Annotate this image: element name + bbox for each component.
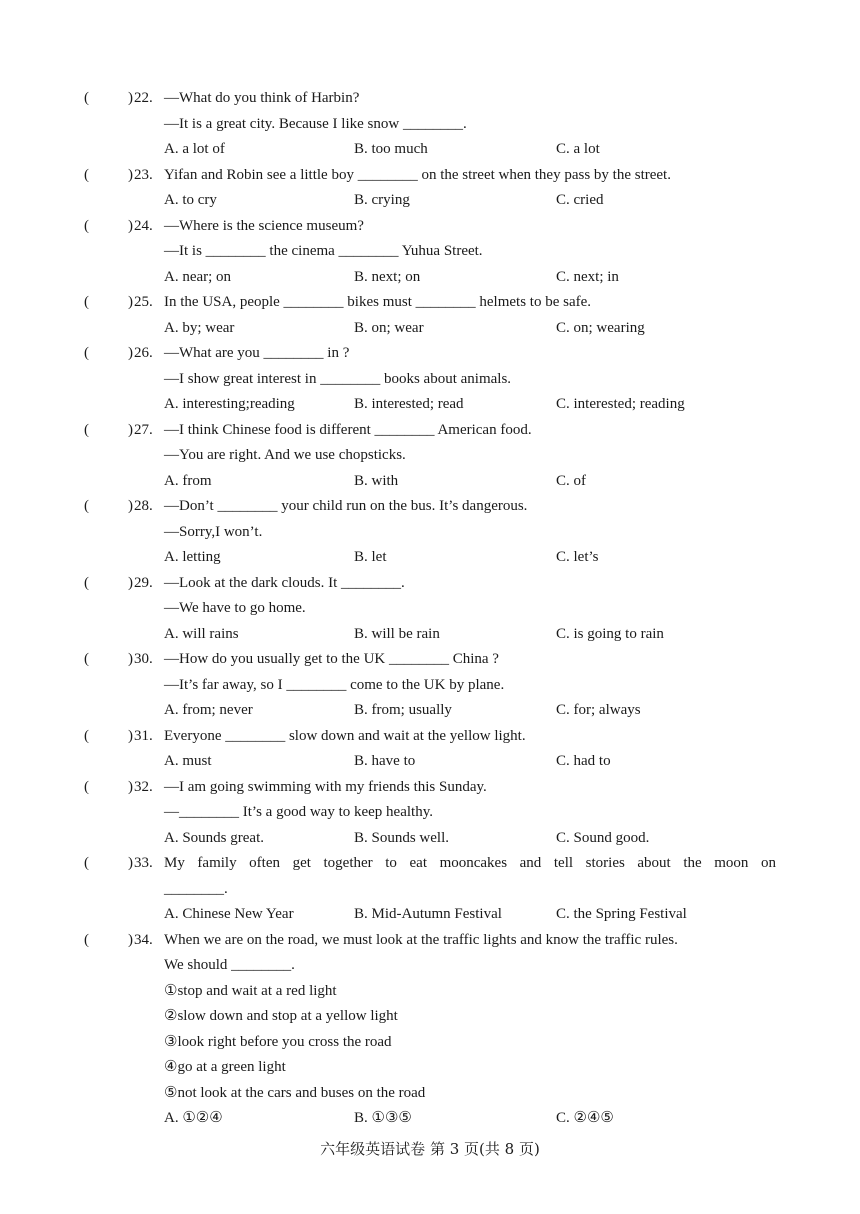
question-line [0,86,814,112]
option-c: C. interested; reading [556,396,685,412]
option-c: C. the Spring Festival [556,906,687,922]
question-text: ①stop and wait at a red light [164,982,337,999]
question-text: —I am going swimming with my friends this Sunday. [164,778,487,795]
option-b: B. crying [354,192,410,208]
answer-paren-open: ( [84,498,89,514]
question-text: In the USA, people ________ bikes must ________ helmets to be safe. [164,294,592,310]
question-text: —________ It’s a good way to keep healthy. [164,804,433,820]
question-text: We should ________. [164,957,295,973]
question-line [0,443,814,469]
option-c: C. ②④⑤ [556,1110,614,1126]
option-a: A. by; wear [164,319,235,336]
option-a: A. must [164,753,212,769]
question-30 [0,647,860,724]
answer-paren-close: ) [128,345,133,361]
question-line [0,724,814,750]
option-a: A. ①②④ [164,1110,223,1126]
answer-paren-open: ( [84,727,89,744]
question-line [0,112,814,138]
option-c: C. for; always [556,702,641,718]
options-row [0,826,814,852]
answer-paren-open: ( [84,931,89,948]
question-text: Everyone ________ slow down and wait at the yellow light. [164,727,526,744]
question-text: —I show great interest in ________ books about animals. [164,370,512,387]
options-row [0,902,814,928]
question-line [0,571,814,597]
question-line [0,647,814,673]
question-28 [0,494,860,571]
option-a: A. letting [164,549,221,565]
question-line [0,239,814,265]
question-number: 25. [134,294,153,310]
question-line [0,877,814,903]
answer-paren-open: ( [84,90,89,106]
question-text: —Sorry,I won’t. [164,523,263,540]
answer-paren-open: ( [84,166,89,183]
question-line [0,928,814,954]
question-text: Yifan and Robin see a little boy ________ on the street when they pass by the street. [164,166,671,183]
question-line [0,673,814,699]
question-line [0,800,814,826]
question-line [0,520,814,546]
question-line [0,290,814,316]
option-b: B. next; on [354,268,421,285]
question-text: —What are you ________ in ? [164,345,350,361]
question-32 [0,775,860,852]
option-a: A. a lot of [164,141,225,157]
question-text: ②slow down and stop at a yellow light [164,1008,398,1024]
option-c: C. had to [556,753,611,769]
answer-paren-close: ) [128,90,133,106]
question-26 [0,341,860,418]
answer-paren-close: ) [128,294,133,310]
answer-paren-open: ( [84,421,89,438]
question-line [0,494,814,520]
options-row [0,137,814,163]
question-text: My family often get together to eat mooncakes and tell stories about the moon on [164,855,776,871]
question-number: 24. [134,217,153,234]
option-b: B. Mid-Autumn Festival [354,906,502,922]
option-c: C. cried [556,192,604,208]
question-number: 22. [134,90,153,106]
option-c: C. a lot [556,141,600,157]
option-c: C. is going to rain [556,625,664,642]
question-line [0,163,814,189]
question-line [0,367,814,393]
question-line [0,953,814,979]
question-line [0,1004,814,1030]
answer-paren-close: ) [128,574,133,591]
question-27 [0,418,860,495]
option-b: B. interested; read [354,396,464,412]
answer-paren-open: ( [84,345,89,361]
question-29 [0,571,860,648]
question-text: ________. [164,880,228,897]
option-b: B. from; usually [354,702,452,718]
answer-paren-close: ) [128,855,133,871]
option-a: A. from [164,472,212,489]
question-text: —It is ________ the cinema ________ Yuhua Street. [164,243,483,259]
answer-paren-open: ( [84,217,89,234]
question-number: 28. [134,498,153,514]
question-22 [0,86,860,163]
option-a: A. Chinese New Year [164,906,294,922]
option-a: A. near; on [164,268,232,285]
option-b: B. will be rain [354,625,440,642]
question-text: —It’s far away, so I ________ come to the UK by plane. [164,676,505,693]
question-text: —Look at the dark clouds. It ________. [164,574,405,591]
question-31 [0,724,860,775]
answer-paren-open: ( [84,574,89,591]
options-row [0,188,814,214]
options-row [0,316,814,342]
option-b: B. Sounds well. [354,829,450,846]
answer-paren-open: ( [84,294,89,310]
answer-paren-close: ) [128,651,133,667]
options-row [0,622,814,648]
answer-paren-close: ) [128,727,133,744]
options-row [0,698,814,724]
question-number: 30. [134,651,153,667]
question-line [0,214,814,240]
option-a: A. interesting;reading [164,396,295,412]
question-line [0,979,814,1005]
answer-paren-close: ) [128,421,133,438]
question-33 [0,851,860,928]
question-line [0,341,814,367]
options-row [0,265,814,291]
option-b: B. have to [354,753,416,769]
question-number: 33. [134,855,153,871]
question-text: ⑤not look at the cars and buses on the road [164,1084,426,1101]
question-number: 23. [134,166,153,183]
option-c: C. let’s [556,549,599,565]
question-list [0,86,860,1132]
question-number: 29. [134,574,153,591]
option-c: C. Sound good. [556,829,650,846]
question-number: 32. [134,778,153,795]
answer-paren-close: ) [128,931,133,948]
question-25 [0,290,860,341]
question-text: When we are on the road, we must look at the traffic lights and know the traffic rules. [164,931,678,948]
options-row [0,392,814,418]
answer-paren-open: ( [84,855,89,871]
page-footer: 六年级英语试卷 第 3 页(共 8 页) [320,1140,540,1158]
question-23 [0,163,860,214]
question-text: —How do you usually get to the UK ________ China ? [164,651,499,667]
option-c: C. on; wearing [556,319,645,336]
answer-paren-close: ) [128,217,133,234]
question-number: 26. [134,345,153,361]
question-text: —Where is the science museum? [164,217,364,234]
option-b: B. too much [354,141,428,157]
answer-paren-open: ( [84,651,89,667]
option-b: B. ①③⑤ [354,1110,412,1126]
options-row [0,1106,814,1132]
answer-paren-open: ( [84,778,89,795]
question-text: —I think Chinese food is different ________ American food. [164,421,532,438]
question-number: 31. [134,727,153,744]
option-a: A. from; never [164,702,253,718]
option-b: B. let [354,549,387,565]
question-line [0,596,814,622]
question-number: 27. [134,421,153,438]
question-line [0,775,814,801]
options-row [0,749,814,775]
question-text: —It is a great city. Because I like snow ________. [164,115,467,132]
question-24 [0,214,860,291]
question-text: —You are right. And we use chopsticks. [164,447,406,463]
question-line [0,1081,814,1107]
option-b: B. with [354,472,399,489]
question-text: ③look right before you cross the road [164,1033,392,1050]
question-text: —We have to go home. [164,600,306,616]
option-a: A. Sounds great. [164,829,264,846]
question-number: 34. [134,931,153,948]
option-a: A. to cry [164,192,217,208]
option-a: A. will rains [164,625,239,642]
option-c: C. next; in [556,268,619,285]
question-line [0,1030,814,1056]
question-line [0,418,814,444]
question-text: —What do you think of Harbin? [164,90,360,106]
question-text: —Don’t ________ your child run on the bus. It’s dangerous. [164,498,528,514]
option-c: C. of [556,472,586,489]
question-text: ④go at a green light [164,1059,286,1075]
question-line [0,851,814,877]
question-34 [0,928,860,1132]
options-row [0,545,814,571]
option-b: B. on; wear [354,319,424,336]
question-line [0,1055,814,1081]
answer-paren-close: ) [128,166,133,183]
answer-paren-close: ) [128,498,133,514]
options-row [0,469,814,495]
answer-paren-close: ) [128,778,133,795]
